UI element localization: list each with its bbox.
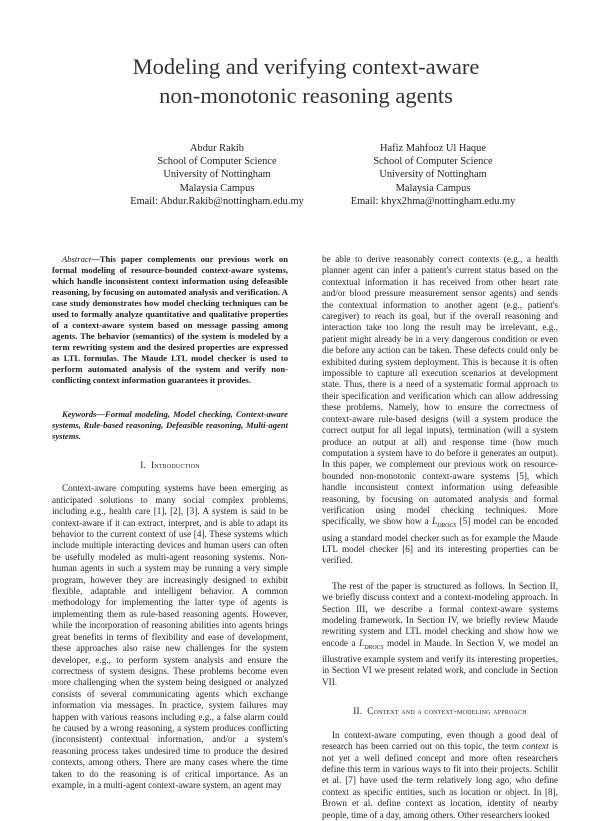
section-heading-2 [322, 706, 558, 717]
title-line-2: non-monotonic reasoning agents [159, 83, 453, 108]
abstract [52, 254, 288, 386]
section-heading-1 [52, 460, 288, 471]
section-title: Context and a context-modeling approach [367, 706, 527, 717]
paper-title [0, 52, 612, 110]
intro-paragraph-1: Context-aware computing systems have been emerging as anticipated solutions to many social complex problems, including e.g., health care [1], [2], [3]. A system is said to be context-aware if it can extract, interpret, and is able to adapt its behavior to the current context of use [4]. These systems which include multiple interacting devices and human users can often be usefully modeled as multi-agent reasoning systems. Non-human agents in such a system may be running a very simple program, however they are increasingly designed to exhibit flexible, adaptable and intelligent behavior. A common methodology for implementing the latter type of agents is implementing them as rule-based reasoning agents. However, while the incorporation of reasoning abilities into agents brings great benefits in terms of flexibility and ease of development, these approaches also raise new challenges for the system developer, e.g., to perform system analysis and ensure the correctness of system designs. These problems become even more challenging when the system being designed or analyzed consists of several communicating agents which exchange information via messages. In practice, system failures may happen with various reasons including e.g., a false alarm could be caused by a wrong reasoning, a system produces conflicting (inconsistent) contextual information, and/or a system's reasoning process takes undesired time to produce the desired contexts, among others. There are many cases where the time taken to do the reasoning is of critical importance. As an example, in a multi-agent context-aware system, an agent may [52, 483, 288, 790]
author-campus: Malaysia Campus [179, 182, 255, 194]
author-univ: University of Nottingham [163, 169, 271, 181]
symbol-subscript: DROCS [364, 644, 384, 651]
symbol-subscript: DROCS [437, 523, 457, 530]
author-block-1 [97, 142, 337, 208]
keywords-label: Keywords [62, 409, 97, 419]
text-run: [5] model can be encoded using a standard model checker such as for example the Maude LTL model checker [6] and its interesting properties can be verified. [322, 516, 558, 566]
abstract-text: —This paper complements our previous work on formal modeling of resource-bounded context-aware systems, which handle inconsistent context information using defeasible reasoning, by focusing on automated analysis and verification. A case study demonstrates how model checking techniques can be used to formally analyze quantitative and qualitative properties of a context-aware system based on message passing among agents. The behavior (semantics) of the system is modeled by a term rewriting system and the desired properties are expressed as LTL formulas. The Maude LTL model checker is used to perform automated analysis of the system and verify non-conflicting context information guarantees it provides. [52, 254, 288, 385]
author-email: Email: Abdur.Rakib@nottingham.edu.my [130, 195, 304, 207]
text-run: be able to derive reasonably correct contexts (e.g., a health planner agent can infer a patient's current status based on the contextual information it has received from other heart rate and/or blood pressure measurement sensor agents) and sends the contextual information to another agent (e.g., patient's caregiver) to reach its goal, but if the overall reasoning and interaction take too long the result may be irrelevant, e.g., patient might already be in a very dangerous condition or even die before any action can be taken. These defects could only be exhibited during system deployment. This is because it is often impossible to capture all execution scenarios at development state. Thus, there is a need of a systematic formal approach to their specification and verification which can allow addressing these problems. Namely, how to ensure the correctness of context-aware rule-based designs (will a system produce the correct output for all legal inputs), termination (will a system produce an output at all) and response time (how much computation a system have to do before it generates an output). In this paper, we complement our previous work on resource-bounded non-monotonic context-aware systems [5], which handle inconsistent context information using defeasible reasoning, by focusing on automated analysis and formal verification using model checking techniques. More specifically, we show how a [322, 254, 558, 527]
author-dept: School of Computer Science [157, 156, 277, 168]
author-name: Hafiz Mahfooz Ul Haque [380, 143, 486, 154]
section-title: Introduction [150, 460, 200, 470]
emphasis: context [522, 741, 549, 752]
symbol-letter: L [431, 516, 438, 527]
keywords [52, 409, 288, 442]
abstract-label: Abstract [62, 254, 92, 264]
context-paragraph-1 [322, 730, 558, 821]
author-dept: School of Computer Science [373, 156, 493, 168]
text-run: is not yet a well defined concept and more often researchers define this term in various ways to fit into their projects. Schilit et al. [7] have used the term relatively long ago, who define context as specific entities, such as location or object. In [8], Brown et al. define context as location, identity of nearby people, time of a day, among others. Other researchers looked [322, 741, 558, 820]
lcrcs-symbol [359, 637, 384, 651]
author-email: Email: khyx2hma@nottingham.edu.my [350, 195, 516, 207]
right-column [322, 254, 558, 821]
section-number: II. [353, 706, 363, 717]
text-run: The rest of the paper is structured as follows. In Section II, we briefly discuss context and a context-modeling approach. In Section III, we describe a formal context-aware systems modeling framework. In Section IV, we briefly review Maude rewriting system and LTL model checking and show how we encode a [322, 580, 558, 648]
section-number: I. [140, 460, 146, 470]
intro-paragraph-2 [322, 581, 558, 688]
title-line-1: Modeling and verifying context-aware [132, 54, 480, 79]
author-name: Abdur Rakib [190, 143, 244, 154]
text-run: In context-aware computing, even though a good deal of research has been carried out on this topic, the term [322, 729, 558, 752]
author-campus: Malaysia Campus [395, 182, 471, 194]
author-block-2 [313, 142, 553, 208]
keywords-text: —Formal modeling, Model checking, Context-aware systems, Rule-based reasoning, Defeasible reasoning, Multi-agent systems. [52, 409, 288, 441]
author-univ: University of Nottingham [379, 169, 487, 181]
symbol-letter: L [359, 637, 365, 648]
text-run: model in Maude. In Section V, we model an illustrative example system and verify its interesting properties, in Section VI we present related work, and conclude in Section VII. [322, 637, 559, 687]
lcrcs-symbol [431, 516, 457, 530]
left-column [52, 254, 288, 791]
intro-paragraph-1-continued [322, 254, 558, 567]
